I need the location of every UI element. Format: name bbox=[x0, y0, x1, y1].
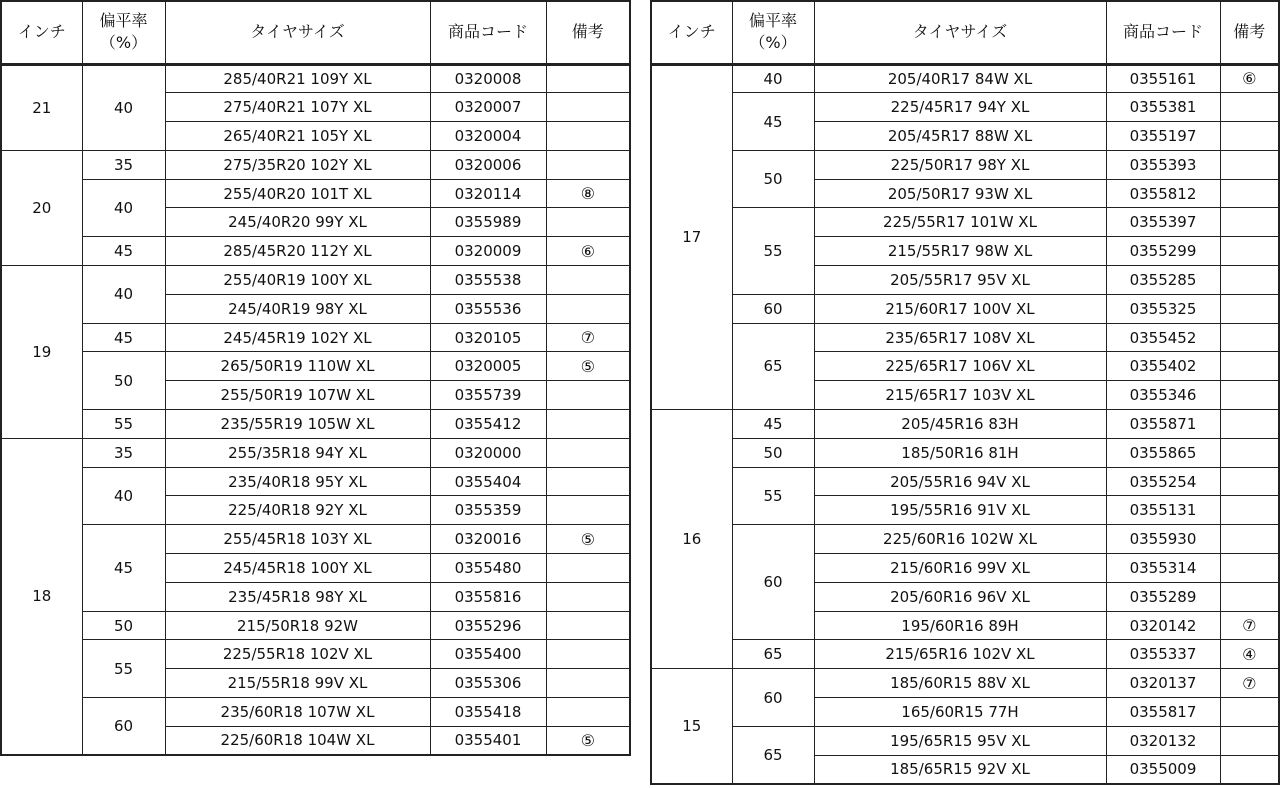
table-row bbox=[1, 438, 630, 467]
inch-cell: 17 bbox=[651, 64, 732, 410]
size-cell: 215/55R17 98W XL bbox=[814, 237, 1106, 266]
note-cell bbox=[546, 582, 630, 611]
size-cell: 245/45R19 102Y XL bbox=[165, 323, 430, 352]
code-cell: 0355871 bbox=[1106, 410, 1220, 439]
size-cell: 275/35R20 102Y XL bbox=[165, 150, 430, 179]
code-cell: 0320007 bbox=[430, 93, 546, 122]
code-cell: 0320142 bbox=[1106, 611, 1220, 640]
note-cell: ⑥ bbox=[1220, 64, 1279, 93]
note-cell bbox=[1220, 755, 1279, 784]
note-cell bbox=[1220, 237, 1279, 266]
note-cell bbox=[1220, 381, 1279, 410]
code-cell: 0355816 bbox=[430, 582, 546, 611]
header-inch: インチ bbox=[1, 1, 82, 64]
code-cell: 0320008 bbox=[430, 64, 546, 93]
code-cell: 0355306 bbox=[430, 669, 546, 698]
size-cell: 285/40R21 109Y XL bbox=[165, 64, 430, 93]
aspect-cell: 35 bbox=[82, 150, 165, 179]
aspect-cell: 60 bbox=[82, 698, 165, 756]
note-cell bbox=[1220, 150, 1279, 179]
note-cell bbox=[546, 438, 630, 467]
note-cell: ⑦ bbox=[546, 323, 630, 352]
code-cell: 0355480 bbox=[430, 554, 546, 583]
size-cell: 245/40R19 98Y XL bbox=[165, 294, 430, 323]
code-cell: 0355865 bbox=[1106, 438, 1220, 467]
aspect-cell: 60 bbox=[732, 294, 814, 323]
note-cell bbox=[1220, 93, 1279, 122]
aspect-cell: 40 bbox=[82, 467, 165, 525]
code-cell: 0355314 bbox=[1106, 554, 1220, 583]
note-cell bbox=[546, 496, 630, 525]
table-row bbox=[1, 237, 630, 266]
table-row bbox=[1, 640, 630, 669]
aspect-cell: 65 bbox=[732, 726, 814, 784]
aspect-cell: 60 bbox=[732, 525, 814, 640]
size-cell: 255/45R18 103Y XL bbox=[165, 525, 430, 554]
header-size: タイヤサイズ bbox=[165, 1, 430, 64]
table-row bbox=[1, 467, 630, 496]
note-cell bbox=[1220, 496, 1279, 525]
size-cell: 265/50R19 110W XL bbox=[165, 352, 430, 381]
note-cell: ⑤ bbox=[546, 352, 630, 381]
note-cell bbox=[1220, 467, 1279, 496]
note-cell bbox=[546, 698, 630, 727]
inch-cell: 19 bbox=[1, 266, 82, 439]
size-cell: 215/55R18 99V XL bbox=[165, 669, 430, 698]
aspect-cell: 55 bbox=[732, 208, 814, 294]
code-cell: 0355359 bbox=[430, 496, 546, 525]
size-cell: 205/40R17 84W XL bbox=[814, 64, 1106, 93]
note-cell bbox=[546, 208, 630, 237]
code-cell: 0355285 bbox=[1106, 266, 1220, 295]
header-aspect bbox=[732, 1, 814, 64]
code-cell: 0355289 bbox=[1106, 582, 1220, 611]
table-row bbox=[1, 525, 630, 554]
table-row bbox=[651, 208, 1279, 237]
table-row bbox=[651, 640, 1279, 669]
code-cell: 0355009 bbox=[1106, 755, 1220, 784]
table-row bbox=[1, 323, 630, 352]
size-cell: 165/60R15 77H bbox=[814, 698, 1106, 727]
code-cell: 0355401 bbox=[430, 726, 546, 755]
size-cell: 195/55R16 91V XL bbox=[814, 496, 1106, 525]
note-cell bbox=[1220, 266, 1279, 295]
size-cell: 225/55R18 102V XL bbox=[165, 640, 430, 669]
size-cell: 225/60R16 102W XL bbox=[814, 525, 1106, 554]
table-row bbox=[1, 150, 630, 179]
size-cell: 225/40R18 92Y XL bbox=[165, 496, 430, 525]
code-cell: 0355161 bbox=[1106, 64, 1220, 93]
size-cell: 225/50R17 98Y XL bbox=[814, 150, 1106, 179]
note-cell bbox=[1220, 438, 1279, 467]
size-cell: 235/60R18 107W XL bbox=[165, 698, 430, 727]
aspect-cell: 40 bbox=[82, 266, 165, 324]
code-cell: 0355381 bbox=[1106, 93, 1220, 122]
table-row bbox=[1, 611, 630, 640]
note-cell bbox=[1220, 698, 1279, 727]
inch-cell: 21 bbox=[1, 64, 82, 150]
code-cell: 0320137 bbox=[1106, 669, 1220, 698]
tyre-table-right bbox=[650, 0, 1280, 785]
size-cell: 255/40R20 101T XL bbox=[165, 179, 430, 208]
size-cell: 185/60R15 88V XL bbox=[814, 669, 1106, 698]
note-cell bbox=[1220, 208, 1279, 237]
table-row bbox=[1, 266, 630, 295]
table-row bbox=[651, 410, 1279, 439]
code-cell: 0355418 bbox=[430, 698, 546, 727]
code-cell: 0355397 bbox=[1106, 208, 1220, 237]
size-cell: 215/60R17 100V XL bbox=[814, 294, 1106, 323]
aspect-cell: 50 bbox=[82, 352, 165, 410]
code-cell: 0355402 bbox=[1106, 352, 1220, 381]
note-cell bbox=[546, 266, 630, 295]
code-cell: 0355452 bbox=[1106, 323, 1220, 352]
note-cell: ⑤ bbox=[546, 525, 630, 554]
note-cell bbox=[546, 93, 630, 122]
table-row bbox=[1, 179, 630, 208]
tyre-table-left-body bbox=[1, 64, 630, 755]
aspect-cell: 65 bbox=[732, 323, 814, 409]
note-cell: ⑤ bbox=[546, 726, 630, 755]
note-cell bbox=[1220, 726, 1279, 755]
table-row bbox=[651, 323, 1279, 352]
note-cell bbox=[1220, 410, 1279, 439]
note-cell bbox=[546, 554, 630, 583]
header-code: 商品コード bbox=[430, 1, 546, 64]
code-cell: 0320016 bbox=[430, 525, 546, 554]
size-cell: 215/50R18 92W bbox=[165, 611, 430, 640]
note-cell bbox=[546, 410, 630, 439]
note-cell bbox=[1220, 122, 1279, 151]
table-row bbox=[651, 467, 1279, 496]
header-aspect bbox=[82, 1, 165, 64]
aspect-cell: 55 bbox=[82, 410, 165, 439]
size-cell: 225/65R17 106V XL bbox=[814, 352, 1106, 381]
aspect-cell: 55 bbox=[82, 640, 165, 698]
aspect-cell: 40 bbox=[732, 64, 814, 93]
code-cell: 0355538 bbox=[430, 266, 546, 295]
aspect-cell: 50 bbox=[732, 438, 814, 467]
note-cell bbox=[1220, 582, 1279, 611]
header-aspect-line2: （%） bbox=[749, 33, 797, 53]
code-cell: 0355404 bbox=[430, 467, 546, 496]
size-cell: 205/45R17 88W XL bbox=[814, 122, 1106, 151]
code-cell: 0320005 bbox=[430, 352, 546, 381]
header-inch: インチ bbox=[651, 1, 732, 64]
aspect-cell: 40 bbox=[82, 64, 165, 150]
aspect-cell: 35 bbox=[82, 438, 165, 467]
code-cell: 0320114 bbox=[430, 179, 546, 208]
aspect-cell: 65 bbox=[732, 640, 814, 669]
code-cell: 0355817 bbox=[1106, 698, 1220, 727]
note-cell bbox=[1220, 525, 1279, 554]
note-cell bbox=[1220, 554, 1279, 583]
code-cell: 0355739 bbox=[430, 381, 546, 410]
header-size: タイヤサイズ bbox=[814, 1, 1106, 64]
table-row bbox=[651, 150, 1279, 179]
size-cell: 215/65R16 102V XL bbox=[814, 640, 1106, 669]
note-cell bbox=[546, 381, 630, 410]
code-cell: 0355812 bbox=[1106, 179, 1220, 208]
table-row bbox=[1, 698, 630, 727]
code-cell: 0355325 bbox=[1106, 294, 1220, 323]
code-cell: 0355296 bbox=[430, 611, 546, 640]
size-cell: 225/55R17 101W XL bbox=[814, 208, 1106, 237]
note-cell: ④ bbox=[1220, 640, 1279, 669]
code-cell: 0355131 bbox=[1106, 496, 1220, 525]
size-cell: 185/65R15 92V XL bbox=[814, 755, 1106, 784]
header-aspect-line1: 偏平率 bbox=[748, 11, 797, 31]
table-row bbox=[651, 726, 1279, 755]
note-cell bbox=[546, 64, 630, 93]
header-aspect-line1: 偏平率 bbox=[99, 11, 148, 31]
note-cell bbox=[546, 294, 630, 323]
code-cell: 0355930 bbox=[1106, 525, 1220, 554]
size-cell: 275/40R21 107Y XL bbox=[165, 93, 430, 122]
size-cell: 215/65R17 103V XL bbox=[814, 381, 1106, 410]
aspect-cell: 45 bbox=[82, 323, 165, 352]
size-cell: 235/65R17 108V XL bbox=[814, 323, 1106, 352]
aspect-cell: 50 bbox=[732, 150, 814, 208]
note-cell bbox=[546, 122, 630, 151]
table-row bbox=[1, 64, 630, 93]
code-cell: 0355346 bbox=[1106, 381, 1220, 410]
size-cell: 205/55R17 95V XL bbox=[814, 266, 1106, 295]
tyre-table-left bbox=[0, 0, 631, 756]
size-cell: 255/35R18 94Y XL bbox=[165, 438, 430, 467]
note-cell bbox=[1220, 352, 1279, 381]
aspect-cell: 45 bbox=[82, 525, 165, 611]
aspect-cell: 50 bbox=[82, 611, 165, 640]
code-cell: 0355989 bbox=[430, 208, 546, 237]
note-cell bbox=[546, 640, 630, 669]
aspect-cell: 55 bbox=[732, 467, 814, 525]
code-cell: 0355393 bbox=[1106, 150, 1220, 179]
aspect-cell: 40 bbox=[82, 179, 165, 237]
size-cell: 235/55R19 105W XL bbox=[165, 410, 430, 439]
inch-cell: 15 bbox=[651, 669, 732, 784]
code-cell: 0320132 bbox=[1106, 726, 1220, 755]
size-cell: 245/40R20 99Y XL bbox=[165, 208, 430, 237]
size-cell: 225/60R18 104W XL bbox=[165, 726, 430, 755]
size-cell: 285/45R20 112Y XL bbox=[165, 237, 430, 266]
inch-cell: 16 bbox=[651, 410, 732, 669]
size-cell: 235/45R18 98Y XL bbox=[165, 582, 430, 611]
note-cell bbox=[546, 611, 630, 640]
note-cell bbox=[1220, 179, 1279, 208]
size-cell: 225/45R17 94Y XL bbox=[814, 93, 1106, 122]
note-cell: ⑧ bbox=[546, 179, 630, 208]
note-cell bbox=[546, 467, 630, 496]
note-cell bbox=[546, 669, 630, 698]
header-aspect-line2: （%） bbox=[99, 33, 148, 53]
size-cell: 255/50R19 107W XL bbox=[165, 381, 430, 410]
table-row bbox=[651, 294, 1279, 323]
code-cell: 0355536 bbox=[430, 294, 546, 323]
header-note: 備考 bbox=[546, 1, 630, 64]
aspect-cell: 45 bbox=[732, 410, 814, 439]
code-cell: 0355412 bbox=[430, 410, 546, 439]
table-row bbox=[651, 93, 1279, 122]
note-cell: ⑦ bbox=[1220, 611, 1279, 640]
table-row bbox=[1, 352, 630, 381]
table-row bbox=[1, 410, 630, 439]
code-cell: 0320105 bbox=[430, 323, 546, 352]
size-cell: 195/65R15 95V XL bbox=[814, 726, 1106, 755]
size-cell: 265/40R21 105Y XL bbox=[165, 122, 430, 151]
inch-cell: 20 bbox=[1, 150, 82, 265]
code-cell: 0355400 bbox=[430, 640, 546, 669]
table-row bbox=[651, 64, 1279, 93]
code-cell: 0320000 bbox=[430, 438, 546, 467]
code-cell: 0320009 bbox=[430, 237, 546, 266]
tyre-table-right-body bbox=[651, 64, 1279, 784]
table-row bbox=[651, 438, 1279, 467]
header-note: 備考 bbox=[1220, 1, 1279, 64]
size-cell: 215/60R16 99V XL bbox=[814, 554, 1106, 583]
note-cell bbox=[1220, 294, 1279, 323]
size-cell: 205/55R16 94V XL bbox=[814, 467, 1106, 496]
inch-cell: 18 bbox=[1, 438, 82, 755]
code-cell: 0355337 bbox=[1106, 640, 1220, 669]
table-row bbox=[651, 525, 1279, 554]
aspect-cell: 60 bbox=[732, 669, 814, 727]
code-cell: 0320006 bbox=[430, 150, 546, 179]
note-cell: ⑦ bbox=[1220, 669, 1279, 698]
code-cell: 0355197 bbox=[1106, 122, 1220, 151]
size-cell: 205/45R16 83H bbox=[814, 410, 1106, 439]
code-cell: 0355254 bbox=[1106, 467, 1220, 496]
note-cell: ⑥ bbox=[546, 237, 630, 266]
size-cell: 205/60R16 96V XL bbox=[814, 582, 1106, 611]
code-cell: 0355299 bbox=[1106, 237, 1220, 266]
header-code: 商品コード bbox=[1106, 1, 1220, 64]
size-cell: 235/40R18 95Y XL bbox=[165, 467, 430, 496]
size-cell: 185/50R16 81H bbox=[814, 438, 1106, 467]
note-cell bbox=[546, 150, 630, 179]
aspect-cell: 45 bbox=[732, 93, 814, 151]
size-cell: 255/40R19 100Y XL bbox=[165, 266, 430, 295]
size-cell: 195/60R16 89H bbox=[814, 611, 1106, 640]
note-cell bbox=[1220, 323, 1279, 352]
aspect-cell: 45 bbox=[82, 237, 165, 266]
table-row bbox=[651, 669, 1279, 698]
code-cell: 0320004 bbox=[430, 122, 546, 151]
size-cell: 205/50R17 93W XL bbox=[814, 179, 1106, 208]
size-cell: 245/45R18 100Y XL bbox=[165, 554, 430, 583]
